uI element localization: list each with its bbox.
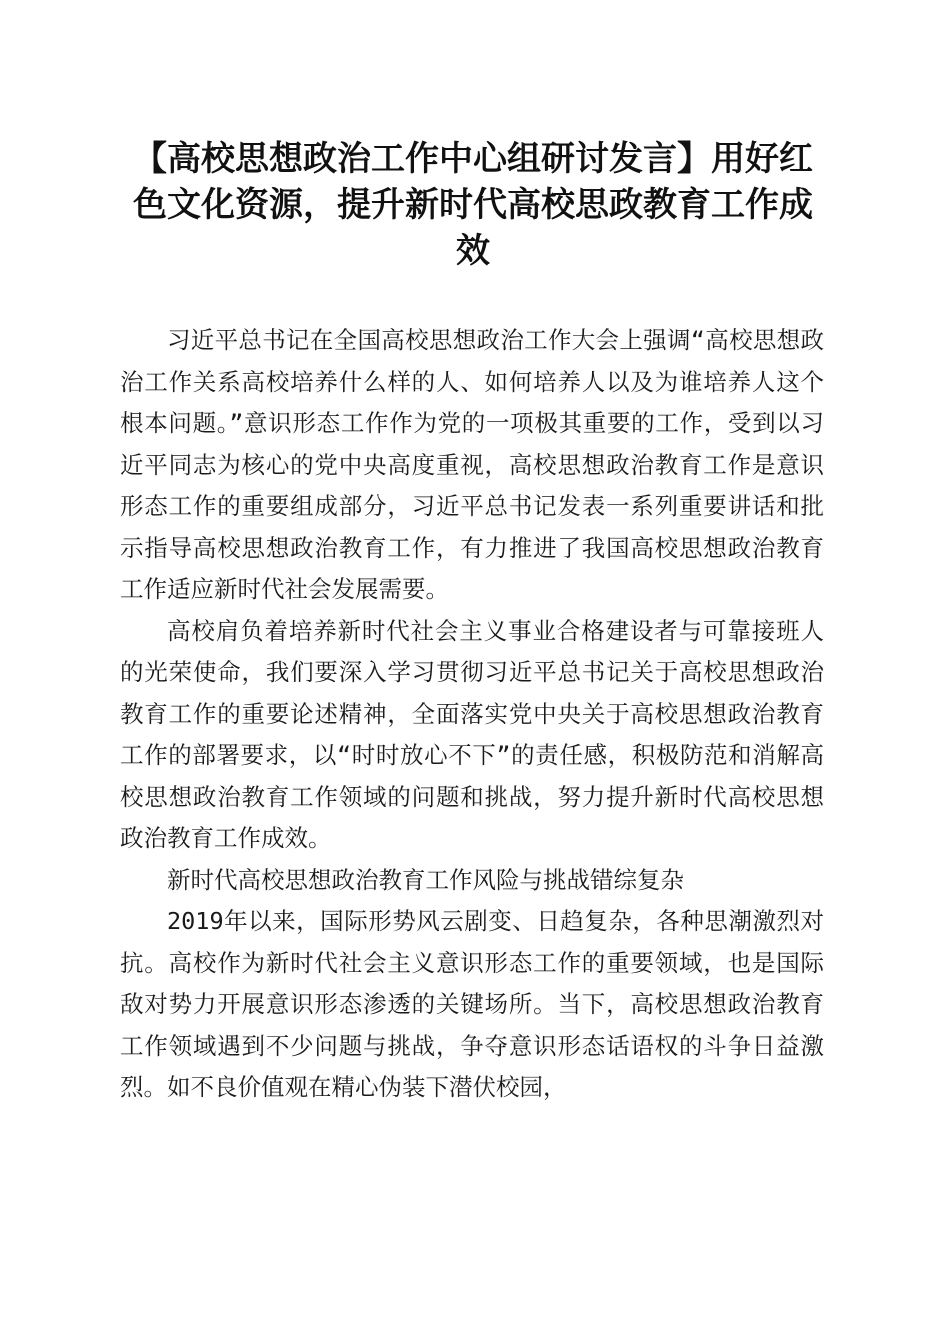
paragraph-1: 习近平总书记在全国高校思想政治工作大会上强调“高校思想政治工作关系高校培养什么样的人、如何培养人以及为谁培养人这个根本问题。”意识形态工作作为党的一项极其重要的工作，受到以习近平同志为核心的党中央高度重视，高校思想政治教育工作是意识形态工作的重要组成部分，习近平总书记发表一系列重要讲话和批示指导高校思想政治教育工作，有力推进了我国高校思想政治教育工作适应新时代社会发展需要。: [120, 326, 824, 603]
paragraph-2: 高校肩负着培养新时代社会主义事业合格建设者与可靠接班人的光荣使命，我们要深入学习贯彻习近平总书记关于高校思想政治教育工作的重要论述精神，全面落实党中央关于高校思想政治教育工作的部署要求，以“时时放心不下”的责任感，积极防范和消解高校思想政治教育工作领域的问题和挑战，努力提升新时代高校思想政治教育工作成效。: [120, 616, 824, 852]
document-body: [120, 320, 824, 1109]
paragraph-3: 2019年以来，国际形势风云剧变、日趋复杂，各种思潮激烈对抗。高校作为新时代社会主义意识形态工作的重要领域，也是国际敌对势力开展意识形态渗透的关键场所。当下，高校思想政治教育工作领域遇到不少问题与挑战，争夺意识形态话语权的斗争日益激烈。如不良价值观在精心伪装下潜伏校园，: [120, 907, 824, 1101]
section-heading: 新时代高校思想政治教育工作风险与挑战错综复杂: [167, 865, 684, 894]
document-title: 【高校思想政治工作中心组研讨发言】用好红色文化资源，提升新时代高校思政教育工作成效: [133, 139, 813, 271]
